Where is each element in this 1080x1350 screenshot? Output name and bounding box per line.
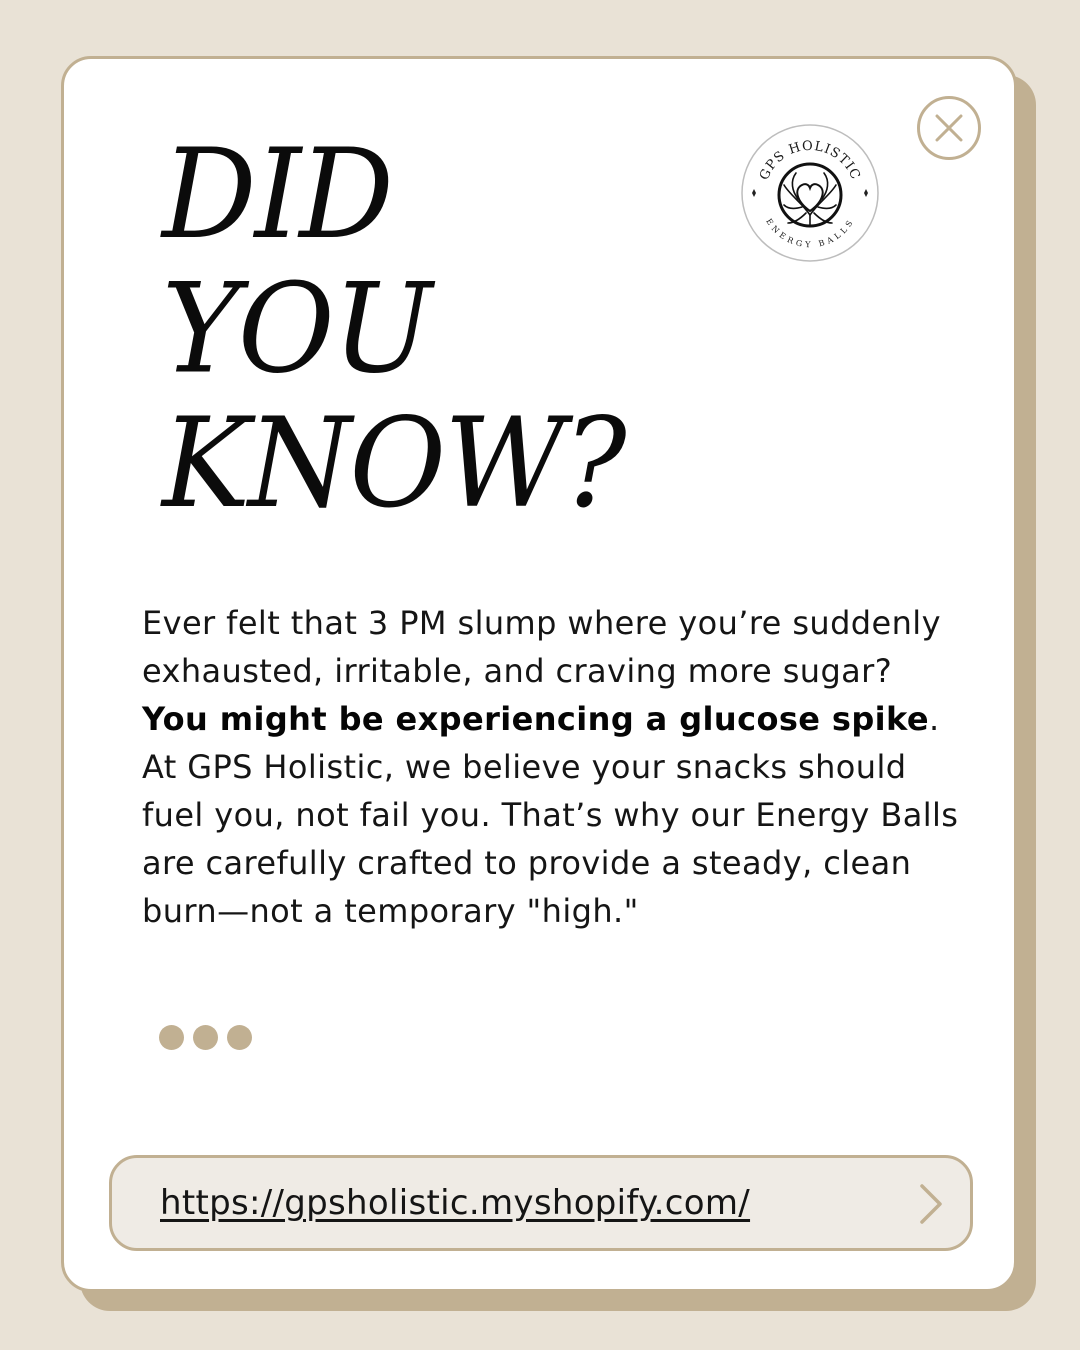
url-link[interactable]: https://gpsholistic.myshopify.com/ [160, 1183, 751, 1223]
dot [193, 1025, 218, 1050]
dot [227, 1025, 252, 1050]
headline-line-3: KNOW? [162, 390, 625, 536]
url-link-bar[interactable] [109, 1155, 973, 1251]
headline [162, 121, 625, 536]
body-highlight: You might be experiencing a glucose spike [142, 700, 929, 738]
svg-text:ENERGY BALLS: ENERGY BALLS [764, 217, 856, 250]
dot [159, 1025, 184, 1050]
logo-icon [740, 123, 880, 263]
svg-text:GPS HOLISTIC: GPS HOLISTIC [756, 138, 864, 183]
close-button[interactable] [917, 96, 981, 160]
body-paragraph-2: At GPS Holistic, we believe your snacks should fuel you, not fail you. That’s why our Energy Balls are carefully crafted to provide a steady, clean burn—not a temporary "high." [142, 748, 959, 930]
chevron-right-icon[interactable] [916, 1182, 946, 1226]
info-card [61, 56, 1017, 1292]
gps-holistic-logo [740, 123, 880, 263]
headline-line-1: DID [162, 121, 392, 267]
body-text [142, 599, 962, 935]
more-dots-icon [159, 1025, 252, 1050]
body-period: . [928, 700, 940, 738]
close-icon [934, 113, 964, 143]
headline-line-2: YOU [162, 256, 431, 402]
body-intro: Ever felt that 3 PM slump where you’re suddenly exhausted, irritable, and craving more sugar? [142, 604, 941, 690]
